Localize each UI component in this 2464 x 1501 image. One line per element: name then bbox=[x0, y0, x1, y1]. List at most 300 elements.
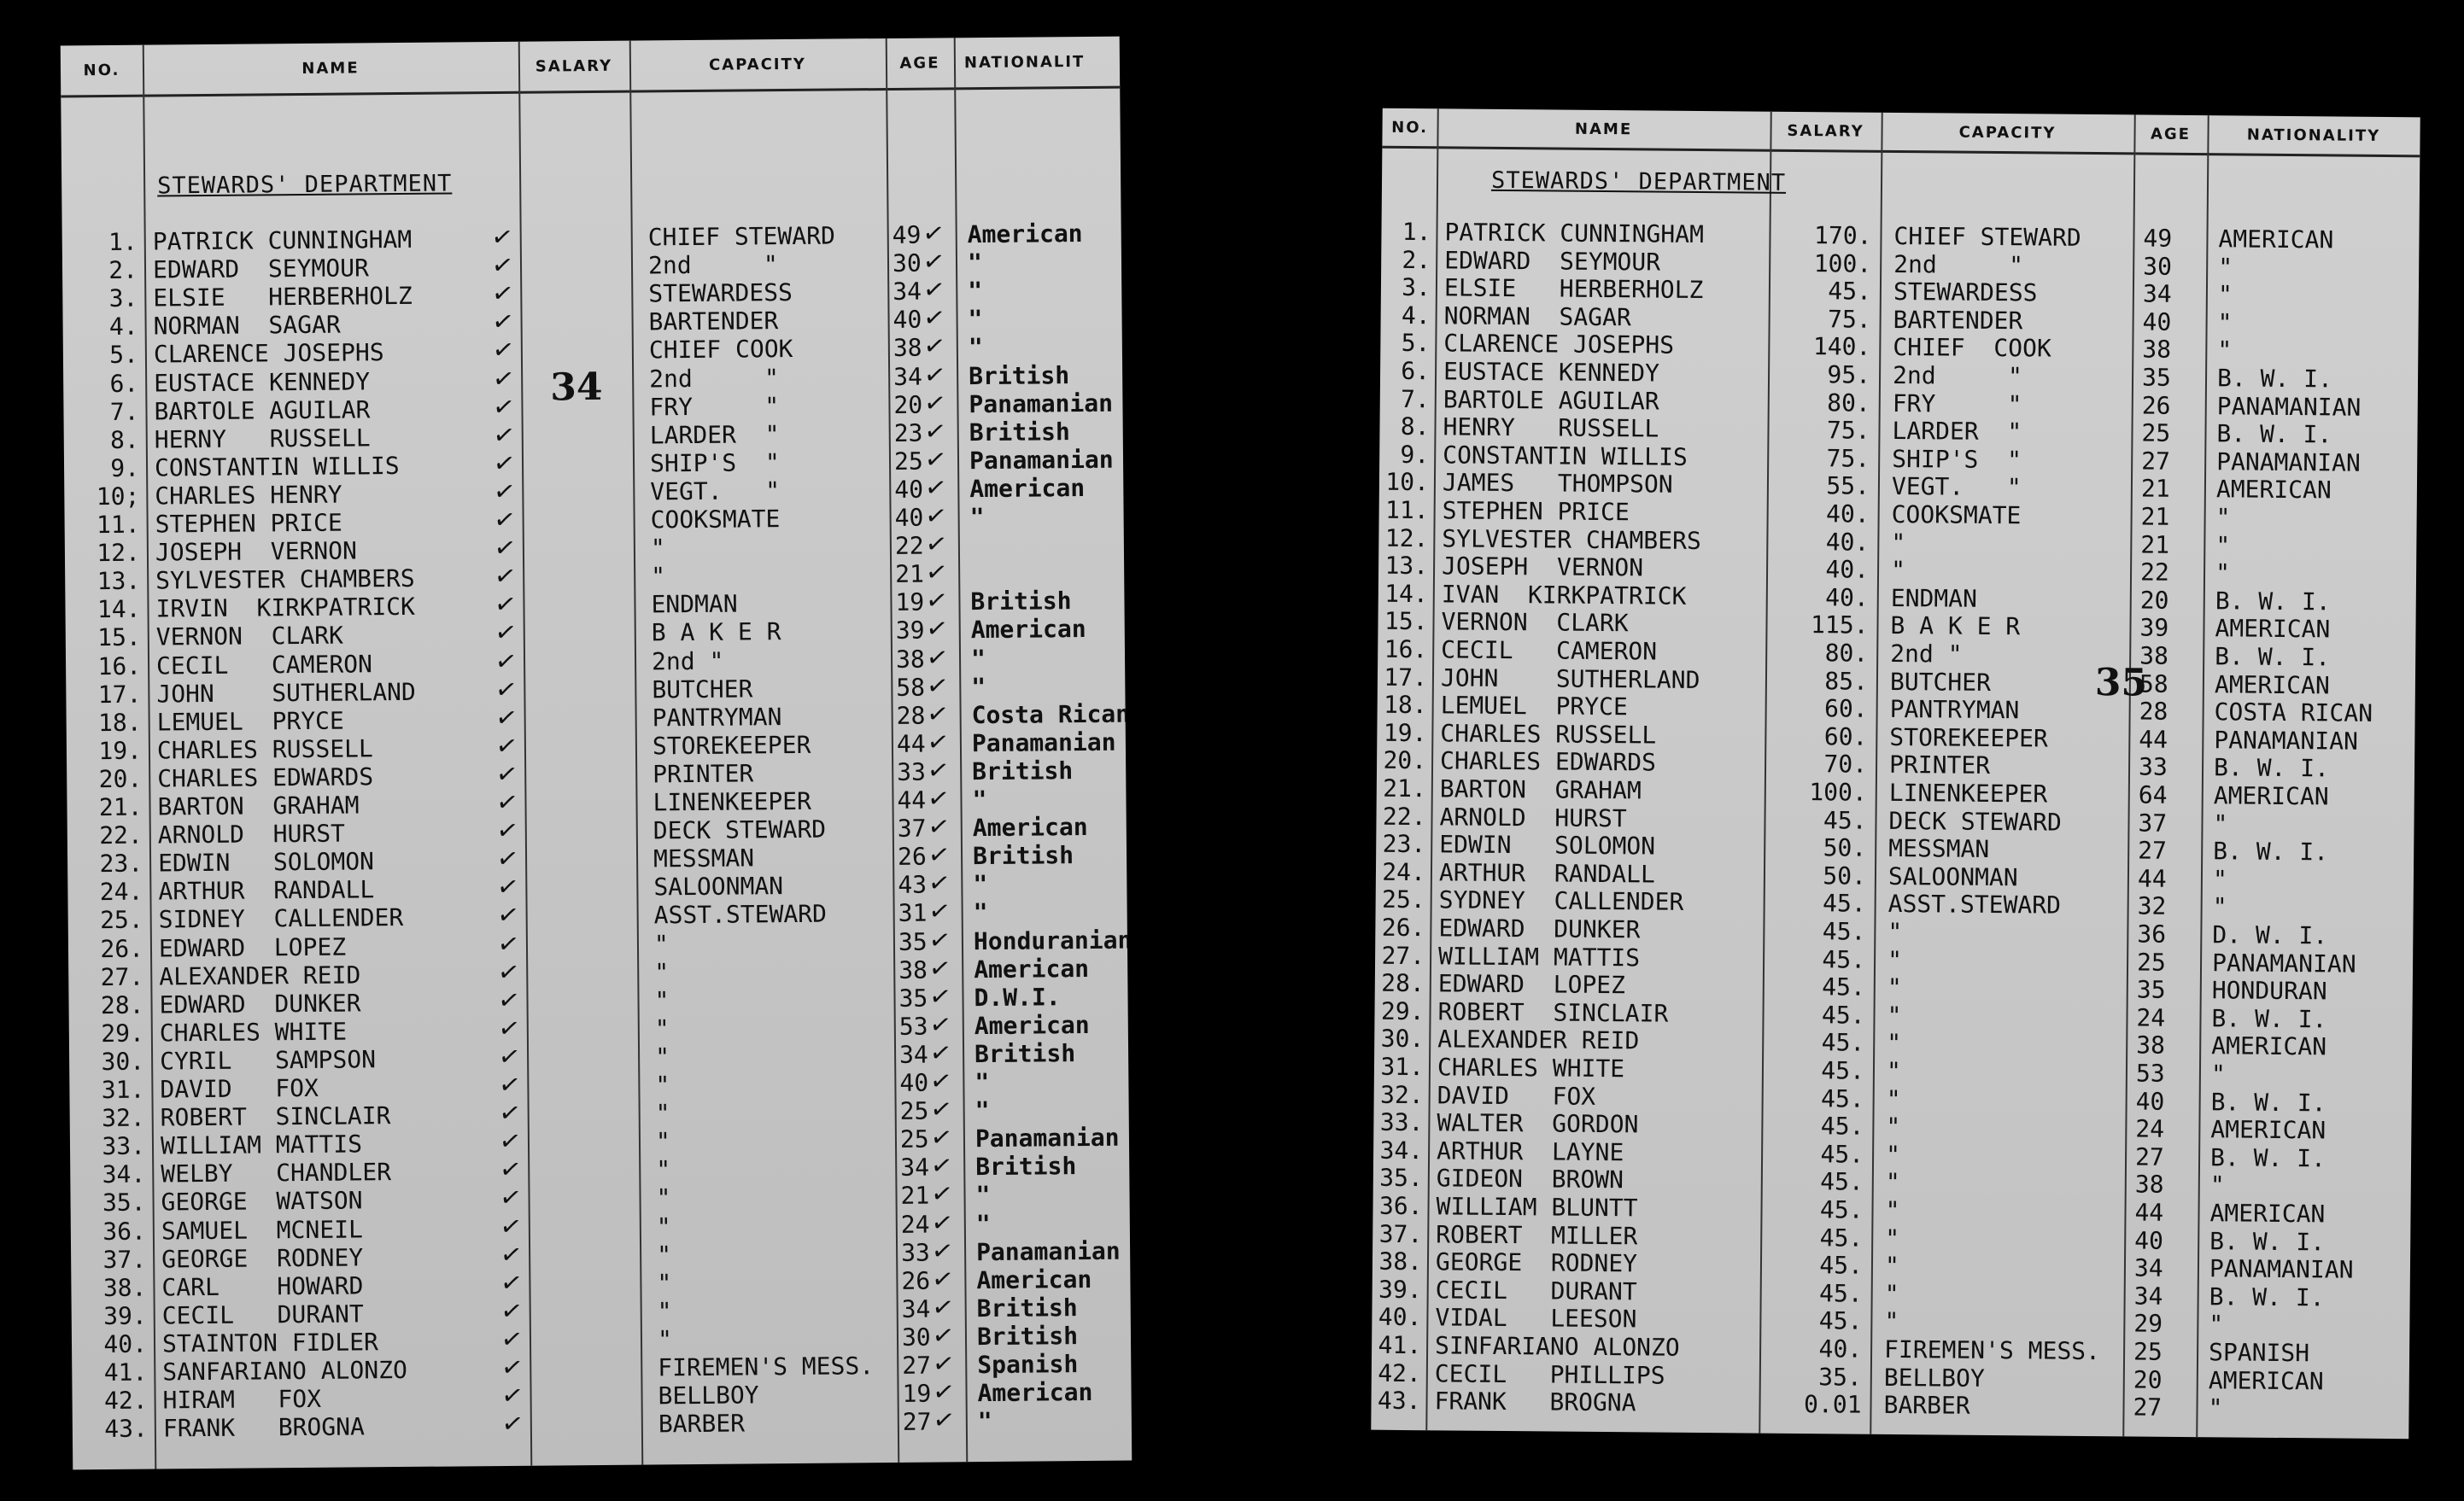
cell-no: 28. bbox=[1381, 968, 1425, 998]
cell-nationality: " bbox=[2217, 336, 2233, 365]
cell-name: EDWARD LOPEZ bbox=[1437, 969, 1626, 1000]
check-mark-icon: ✓ bbox=[930, 1203, 954, 1241]
cell-name: CECIL DURANT bbox=[161, 1300, 364, 1330]
check-mark-icon: ✓ bbox=[927, 836, 951, 873]
cell-no: 16. bbox=[1384, 634, 1428, 664]
check-mark-icon: ✓ bbox=[922, 214, 945, 251]
cell-age: 35 bbox=[898, 984, 928, 1013]
cell-age: 24 bbox=[2135, 1114, 2165, 1143]
check-mark-icon: ✓ bbox=[927, 808, 951, 845]
cell-nationality: " bbox=[2215, 558, 2231, 587]
cell-name: STEPHEN PRICE bbox=[1442, 496, 1630, 527]
cell-salary: 45. bbox=[1822, 944, 1866, 974]
check-mark-icon: ✓ bbox=[497, 1037, 521, 1075]
cell-no: 23. bbox=[99, 849, 143, 879]
cell-age: 24 bbox=[2136, 1003, 2166, 1032]
cell-capacity: DECK STEWARD bbox=[653, 815, 827, 845]
cell-name: JOHN SUTHERLAND bbox=[156, 677, 416, 709]
cell-name: EDWIN SOLOMON bbox=[1439, 830, 1656, 861]
check-mark-icon: ✓ bbox=[925, 610, 949, 647]
crew-list-sheet-left bbox=[61, 37, 1133, 1470]
cell-no: 1. bbox=[1402, 217, 1431, 247]
cell-capacity: COOKSMATE bbox=[650, 505, 781, 534]
cell-age: 32 bbox=[2137, 891, 2167, 921]
cell-name: CHARLES RUSSELL bbox=[1440, 719, 1657, 750]
cell-nationality: British bbox=[969, 417, 1070, 447]
cell-name: ARNOLD HURST bbox=[1439, 802, 1627, 832]
cell-capacity: " bbox=[1884, 1279, 1899, 1308]
cell-age: 38 bbox=[2136, 1031, 2166, 1060]
cell-capacity: CHIEF STEWARD bbox=[647, 221, 836, 252]
cell-name: GEORGE WATSON bbox=[161, 1186, 363, 1217]
cell-nationality: " bbox=[972, 786, 987, 815]
cell-age: 26 bbox=[901, 1266, 931, 1295]
cell-age: 27 bbox=[2138, 836, 2168, 865]
cell-nationality: AMERICAN bbox=[2213, 781, 2329, 811]
cell-no: 3. bbox=[1402, 273, 1431, 302]
cell-salary: 70. bbox=[1823, 750, 1868, 780]
check-mark-icon: ✓ bbox=[923, 383, 947, 421]
cell-no: 42. bbox=[103, 1386, 148, 1416]
cell-name: CARL HOWARD bbox=[161, 1271, 364, 1302]
check-mark-icon: ✓ bbox=[932, 1373, 956, 1410]
cell-nationality: " bbox=[2209, 1171, 2225, 1200]
cell-age: 40 bbox=[894, 475, 924, 504]
cell-age: 34 bbox=[898, 1040, 928, 1069]
check-mark-icon: ✓ bbox=[931, 1259, 955, 1297]
cell-capacity: STEWARDESS bbox=[648, 278, 793, 308]
cell-age: 21 bbox=[895, 559, 925, 589]
cell-no: 8. bbox=[1400, 412, 1430, 441]
header-name: NAME bbox=[1574, 120, 1633, 138]
cell-nationality: " bbox=[2215, 503, 2231, 532]
cell-salary: 80. bbox=[1824, 639, 1869, 668]
cell-no: 15. bbox=[97, 623, 141, 652]
cell-capacity: ENDMAN bbox=[1890, 583, 1978, 613]
cell-age: 40 bbox=[894, 503, 924, 532]
cell-no: 9. bbox=[110, 453, 140, 482]
cell-name: CECIL PHILLIPS bbox=[1434, 1358, 1665, 1390]
check-mark-icon: ✓ bbox=[932, 1401, 956, 1439]
cell-nationality: " bbox=[2217, 308, 2233, 337]
cell-nationality: Costa Rican bbox=[971, 699, 1131, 729]
cell-age: 34 bbox=[900, 1153, 930, 1183]
cell-no: 27. bbox=[1381, 941, 1425, 970]
cell-nationality: B. W. I. bbox=[2215, 642, 2331, 672]
cell-no: 20. bbox=[1383, 746, 1427, 775]
cell-no: 13. bbox=[1384, 551, 1429, 581]
cell-no: 4. bbox=[1401, 301, 1431, 330]
check-mark-icon: ✓ bbox=[497, 953, 520, 990]
cell-no: 13. bbox=[97, 566, 141, 596]
cell-no: 39. bbox=[103, 1301, 147, 1330]
cell-age: 38 bbox=[2142, 335, 2172, 365]
check-mark-icon: ✓ bbox=[497, 1009, 521, 1047]
check-mark-icon: ✓ bbox=[499, 1178, 523, 1216]
cell-name: EUSTACE KENNEDY bbox=[1443, 357, 1660, 388]
header-nationality: NATIONALIT bbox=[963, 52, 1086, 72]
cell-salary: 170. bbox=[1813, 221, 1872, 250]
cell-salary: 100. bbox=[1813, 248, 1872, 278]
cell-capacity: " bbox=[1887, 945, 1903, 974]
cell-age: 34 bbox=[2133, 1253, 2163, 1282]
cell-no: 5. bbox=[1401, 329, 1431, 358]
check-mark-icon: ✓ bbox=[932, 1345, 955, 1381]
check-mark-icon: ✓ bbox=[491, 274, 514, 312]
cell-capacity: " bbox=[655, 1127, 670, 1156]
cell-salary: 80. bbox=[1827, 388, 1870, 418]
cell-age: 44 bbox=[2137, 864, 2167, 893]
cell-age: 21 bbox=[900, 1182, 930, 1211]
cell-nationality: B. W. I. bbox=[2216, 364, 2333, 394]
check-mark-icon: ✓ bbox=[494, 585, 518, 622]
cell-name: NORMAN SAGAR bbox=[1443, 301, 1631, 332]
cell-capacity: " bbox=[1887, 1029, 1902, 1058]
cell-age: 49 bbox=[892, 220, 922, 249]
cell-nationality: " bbox=[968, 277, 983, 306]
cell-capacity: PRINTER bbox=[1888, 750, 1991, 780]
header-nationality: NATIONALITY bbox=[2246, 126, 2381, 145]
cell-capacity: " bbox=[1891, 528, 1906, 557]
cell-salary: 35. bbox=[1818, 1362, 1862, 1392]
cell-nationality: " bbox=[969, 503, 985, 532]
cell-name: CECIL DURANT bbox=[1435, 1276, 1637, 1306]
cell-name: WILLIAM MATTIS bbox=[160, 1130, 363, 1160]
check-mark-icon: ✓ bbox=[928, 977, 952, 1014]
cell-nationality: " bbox=[2208, 1393, 2223, 1422]
cell-capacity: FIREMEN'S MESS. bbox=[658, 1352, 875, 1382]
cell-no: 15. bbox=[1384, 607, 1428, 636]
cell-salary: 85. bbox=[1824, 666, 1869, 696]
cell-capacity: " bbox=[1885, 1168, 1900, 1197]
cell-age: 34 bbox=[893, 362, 923, 391]
cell-name: ARTHUR RANDALL bbox=[158, 875, 375, 906]
cell-capacity: FIREMEN'S MESS. bbox=[1883, 1335, 2101, 1366]
cell-name: CHARLES EDWARDS bbox=[1439, 746, 1657, 777]
cell-nationality: " bbox=[2210, 1060, 2226, 1089]
cell-no: 27. bbox=[100, 962, 144, 991]
cell-capacity: " bbox=[651, 562, 666, 591]
check-mark-icon: ✓ bbox=[500, 1405, 524, 1442]
cell-age: 44 bbox=[2134, 1198, 2164, 1227]
cell-name: SYDNEY CALLENDER bbox=[1438, 885, 1684, 917]
cell-salary: 60. bbox=[1823, 694, 1868, 723]
cell-age: 40 bbox=[2134, 1226, 2164, 1255]
cell-capacity: " bbox=[1886, 1056, 1901, 1086]
cell-nationality: AMERICAN bbox=[2210, 1115, 2326, 1145]
cell-age: 20 bbox=[2139, 586, 2169, 615]
cell-salary: 45. bbox=[1819, 1195, 1864, 1224]
cell-nationality: " bbox=[974, 1067, 990, 1097]
cell-capacity: " bbox=[1884, 1307, 1899, 1336]
check-mark-icon: ✓ bbox=[494, 613, 518, 651]
cell-nationality: PANAMANIAN bbox=[2216, 447, 2361, 477]
cell-name: HENRY RUSSELL bbox=[1443, 412, 1659, 443]
cell-salary: 45. bbox=[1819, 1223, 1864, 1253]
check-mark-icon: ✓ bbox=[494, 642, 518, 679]
cell-capacity: " bbox=[1886, 1113, 1901, 1142]
cell-no: 29. bbox=[101, 1019, 144, 1048]
cell-no: 43. bbox=[104, 1414, 149, 1444]
cell-nationality: B. W. I. bbox=[2209, 1282, 2325, 1312]
cell-nationality: PANAMANIAN bbox=[2211, 948, 2356, 978]
cell-capacity: LARDER " bbox=[649, 419, 780, 450]
cell-capacity: " bbox=[657, 1325, 672, 1354]
cell-no: 10; bbox=[96, 482, 140, 511]
cell-no: 35. bbox=[1379, 1164, 1423, 1193]
cell-capacity: " bbox=[654, 1014, 670, 1043]
cell-capacity: SALOONMAN bbox=[653, 872, 784, 902]
cell-nationality: American bbox=[974, 954, 1090, 984]
cell-capacity: BELLBOY bbox=[658, 1381, 759, 1410]
cell-age: 35 bbox=[2136, 975, 2166, 1004]
cell-name: SYLVESTER CHAMBERS bbox=[155, 564, 415, 595]
cell-age: 31 bbox=[898, 899, 928, 928]
cell-age: 25 bbox=[899, 1096, 929, 1126]
check-mark-icon: ✓ bbox=[496, 867, 520, 905]
cell-salary: 45. bbox=[1820, 1140, 1864, 1169]
cell-nationality: " bbox=[2218, 252, 2233, 282]
check-mark-icon: ✓ bbox=[927, 780, 951, 816]
cell-salary: 45. bbox=[1818, 1306, 1863, 1336]
cell-capacity: SHIP'S " bbox=[649, 447, 780, 478]
cell-age: 27 bbox=[2133, 1393, 2163, 1422]
cell-no: 33. bbox=[1379, 1107, 1424, 1137]
cell-salary: 50. bbox=[1823, 861, 1867, 891]
cell-age: 33 bbox=[2138, 752, 2168, 782]
cell-no: 2. bbox=[108, 255, 138, 285]
cell-nationality: D. W. I. bbox=[2212, 920, 2328, 950]
cell-salary: 0.01 bbox=[1803, 1390, 1862, 1419]
cell-capacity: " bbox=[656, 1240, 672, 1269]
cell-age: 28 bbox=[896, 701, 926, 730]
check-mark-icon: ✓ bbox=[922, 327, 946, 365]
cell-capacity: MESSMAN bbox=[1888, 834, 1990, 864]
cell-capacity: " bbox=[1887, 973, 1902, 1002]
cell-no: 40. bbox=[103, 1329, 148, 1358]
cell-no: 30. bbox=[101, 1047, 145, 1076]
cell-age: 20 bbox=[2133, 1365, 2163, 1394]
cell-age: 26 bbox=[2141, 391, 2171, 420]
cell-age: 58 bbox=[896, 673, 926, 702]
cell-age: 40 bbox=[2142, 307, 2172, 336]
check-mark-icon: ✓ bbox=[495, 698, 518, 736]
cell-name: SAMUEL MCNEIL bbox=[161, 1214, 364, 1245]
header-salary: SALARY bbox=[535, 56, 613, 76]
check-mark-icon: ✓ bbox=[495, 755, 518, 792]
cell-age: 44 bbox=[897, 786, 927, 815]
cell-no: 36. bbox=[102, 1217, 147, 1246]
cell-no: 39. bbox=[1378, 1275, 1422, 1304]
cell-no: 28. bbox=[100, 990, 144, 1019]
cell-age: 38 bbox=[893, 334, 922, 363]
cell-name: BARTOLE AGUILAR bbox=[154, 394, 371, 426]
check-mark-icon: ✓ bbox=[498, 1122, 522, 1159]
cell-salary: 45. bbox=[1822, 972, 1865, 1002]
cell-age: 39 bbox=[2139, 613, 2169, 643]
cell-name: DAVID FOX bbox=[160, 1073, 319, 1104]
cell-age: 20 bbox=[893, 390, 923, 419]
cell-salary: 75. bbox=[1826, 444, 1870, 473]
cell-capacity: CHIEF STEWARD bbox=[1893, 221, 2081, 252]
check-mark-icon: ✓ bbox=[499, 1150, 522, 1188]
check-mark-icon: ✓ bbox=[929, 1118, 953, 1156]
cell-name: CONSTANTIN WILLIS bbox=[1443, 441, 1688, 471]
cell-capacity: 2nd " bbox=[647, 250, 778, 280]
cell-nationality: " bbox=[971, 672, 986, 701]
check-mark-icon: ✓ bbox=[500, 1376, 524, 1414]
cell-capacity: DECK STEWARD bbox=[1888, 806, 2062, 837]
cell-no: 41. bbox=[103, 1358, 148, 1387]
cell-capacity: " bbox=[1885, 1140, 1901, 1169]
cell-age: 28 bbox=[2139, 697, 2168, 726]
cell-no: 16. bbox=[97, 651, 142, 680]
cell-salary: 45. bbox=[1821, 1028, 1865, 1058]
cell-name: JAMES THOMPSON bbox=[1442, 468, 1673, 499]
cell-capacity: BELLBOY bbox=[1883, 1363, 1985, 1393]
cell-name: GEORGE RODNEY bbox=[161, 1242, 364, 1274]
check-mark-icon: ✓ bbox=[492, 388, 516, 424]
check-mark-icon: ✓ bbox=[928, 892, 951, 930]
cell-name: CHARLES WHITE bbox=[1437, 1053, 1625, 1083]
cell-age: 24 bbox=[900, 1210, 930, 1239]
cell-age: 25 bbox=[893, 447, 923, 476]
check-mark-icon: ✓ bbox=[490, 246, 514, 283]
cell-name: GEORGE RODNEY bbox=[1435, 1247, 1638, 1278]
cell-capacity: " bbox=[655, 1071, 670, 1100]
cell-name: STAINTON FIDLER bbox=[161, 1328, 379, 1358]
cell-capacity: 2nd " bbox=[1892, 360, 2022, 391]
cell-capacity: " bbox=[654, 957, 670, 987]
check-mark-icon: ✓ bbox=[925, 581, 949, 619]
cell-capacity: STOREKEEPER bbox=[652, 730, 811, 761]
cell-age: 33 bbox=[900, 1238, 930, 1267]
cell-nationality: B. W. I. bbox=[2215, 587, 2331, 616]
check-mark-icon: ✓ bbox=[496, 896, 520, 933]
cell-no: 12. bbox=[1384, 523, 1429, 552]
cell-nationality: SPANISH bbox=[2208, 1338, 2310, 1368]
check-mark-icon: ✓ bbox=[492, 416, 516, 453]
cell-no: 34. bbox=[102, 1159, 146, 1189]
cell-age: 33 bbox=[897, 757, 927, 786]
cell-name: CLARENCE JOSEPHS bbox=[1443, 329, 1675, 360]
cell-nationality: AMERICAN bbox=[2215, 614, 2331, 644]
check-mark-icon: ✓ bbox=[928, 864, 951, 902]
cell-nationality: American bbox=[970, 615, 1086, 645]
cell-nationality: " bbox=[975, 1181, 991, 1210]
cell-name: BARTON GRAHAM bbox=[1439, 774, 1642, 805]
cell-no: 34. bbox=[1379, 1136, 1424, 1165]
cell-nationality: " bbox=[2209, 1310, 2224, 1339]
cell-capacity: B A K E R bbox=[651, 617, 781, 647]
header-no: NO. bbox=[83, 61, 120, 79]
cell-no: 35. bbox=[102, 1189, 146, 1218]
cell-age: 25 bbox=[2133, 1337, 2163, 1366]
cell-nationality: British bbox=[969, 360, 1070, 390]
header-age: AGE bbox=[2150, 125, 2192, 143]
cell-name: CHARLES HENRY bbox=[155, 480, 342, 511]
cell-age: 35 bbox=[2141, 363, 2171, 392]
check-mark-icon: ✓ bbox=[927, 750, 950, 788]
cell-no: 12. bbox=[97, 538, 141, 568]
header-capacity: CAPACITY bbox=[1958, 123, 2057, 143]
cell-capacity: " bbox=[657, 1268, 672, 1298]
cell-nationality: Panamanian bbox=[969, 388, 1114, 418]
cell-no: 26. bbox=[1381, 913, 1425, 943]
cell-age: 38 bbox=[895, 645, 925, 674]
cell-nationality: B. W. I. bbox=[2213, 837, 2329, 867]
check-mark-icon: ✓ bbox=[496, 924, 520, 961]
cell-capacity: LARDER " bbox=[1892, 417, 2022, 447]
cell-no: 17. bbox=[97, 680, 142, 709]
check-mark-icon: ✓ bbox=[491, 359, 515, 396]
cell-salary: 60. bbox=[1823, 722, 1868, 751]
cell-capacity: FRY " bbox=[1892, 388, 2022, 418]
cell-nationality: " bbox=[975, 1209, 991, 1238]
cell-salary: 45. bbox=[1820, 1112, 1864, 1141]
cell-salary: 40. bbox=[1825, 583, 1869, 612]
cell-name: CLARENCE JOSEPHS bbox=[153, 338, 384, 369]
cell-salary: 40. bbox=[1825, 527, 1870, 557]
cell-age: 44 bbox=[2139, 725, 2168, 754]
cell-capacity: " bbox=[657, 1297, 672, 1326]
cell-name: ALEXANDER REID bbox=[1437, 1025, 1640, 1055]
cell-age: 21 bbox=[2140, 474, 2170, 504]
cell-age: 34 bbox=[901, 1294, 931, 1323]
cell-salary: 95. bbox=[1827, 360, 1871, 389]
cell-age: 23 bbox=[893, 418, 923, 447]
cell-capacity: BARBER bbox=[1883, 1391, 1970, 1420]
cell-nationality: " bbox=[973, 898, 988, 927]
cell-name: ARTHUR LAYNE bbox=[1436, 1136, 1624, 1167]
cell-no: 22. bbox=[99, 821, 143, 850]
crew-rows-right bbox=[1377, 217, 2420, 1422]
cell-name: EDWARD DUNKER bbox=[1438, 914, 1641, 944]
cell-nationality: AMERICAN bbox=[2209, 1199, 2326, 1229]
cell-nationality: " bbox=[968, 305, 983, 334]
cell-name: ROBERT MILLER bbox=[1436, 1219, 1638, 1250]
cell-capacity: " bbox=[1890, 556, 1906, 585]
cell-no: 37. bbox=[1378, 1219, 1423, 1248]
cell-capacity: 2nd " bbox=[1893, 249, 2024, 279]
cell-age: 34 bbox=[2133, 1282, 2163, 1311]
cell-nationality: B. W. I. bbox=[2209, 1226, 2326, 1256]
check-mark-icon: ✓ bbox=[930, 1231, 954, 1269]
cell-capacity: BARTENDER bbox=[1893, 305, 2023, 336]
cell-no: 31. bbox=[1380, 1052, 1425, 1082]
cell-age: 27 bbox=[2134, 1142, 2164, 1171]
cell-no: 25. bbox=[99, 906, 143, 935]
cell-nationality: Panamanian bbox=[969, 445, 1114, 475]
check-mark-icon: ✓ bbox=[925, 638, 949, 675]
cell-age: 36 bbox=[2137, 920, 2167, 949]
cell-age: 39 bbox=[895, 616, 925, 645]
cell-no: 9. bbox=[1400, 440, 1430, 470]
table-header bbox=[61, 37, 1120, 98]
cell-age: 38 bbox=[898, 955, 928, 984]
cell-age: 53 bbox=[2135, 1059, 2165, 1088]
cell-name: JOSEPH VERNON bbox=[1441, 552, 1644, 582]
cell-nationality: PANAMANIAN bbox=[2209, 1254, 2354, 1284]
cell-name: CHARLES RUSSELL bbox=[156, 734, 373, 765]
cell-no: 33. bbox=[102, 1131, 146, 1161]
cell-no: 43. bbox=[1377, 1386, 1421, 1416]
cell-age: 29 bbox=[2133, 1309, 2163, 1339]
check-mark-icon: ✓ bbox=[931, 1288, 955, 1325]
cell-no: 37. bbox=[102, 1245, 147, 1274]
cell-nationality: " bbox=[977, 1407, 992, 1436]
cell-no: 32. bbox=[1379, 1080, 1424, 1109]
